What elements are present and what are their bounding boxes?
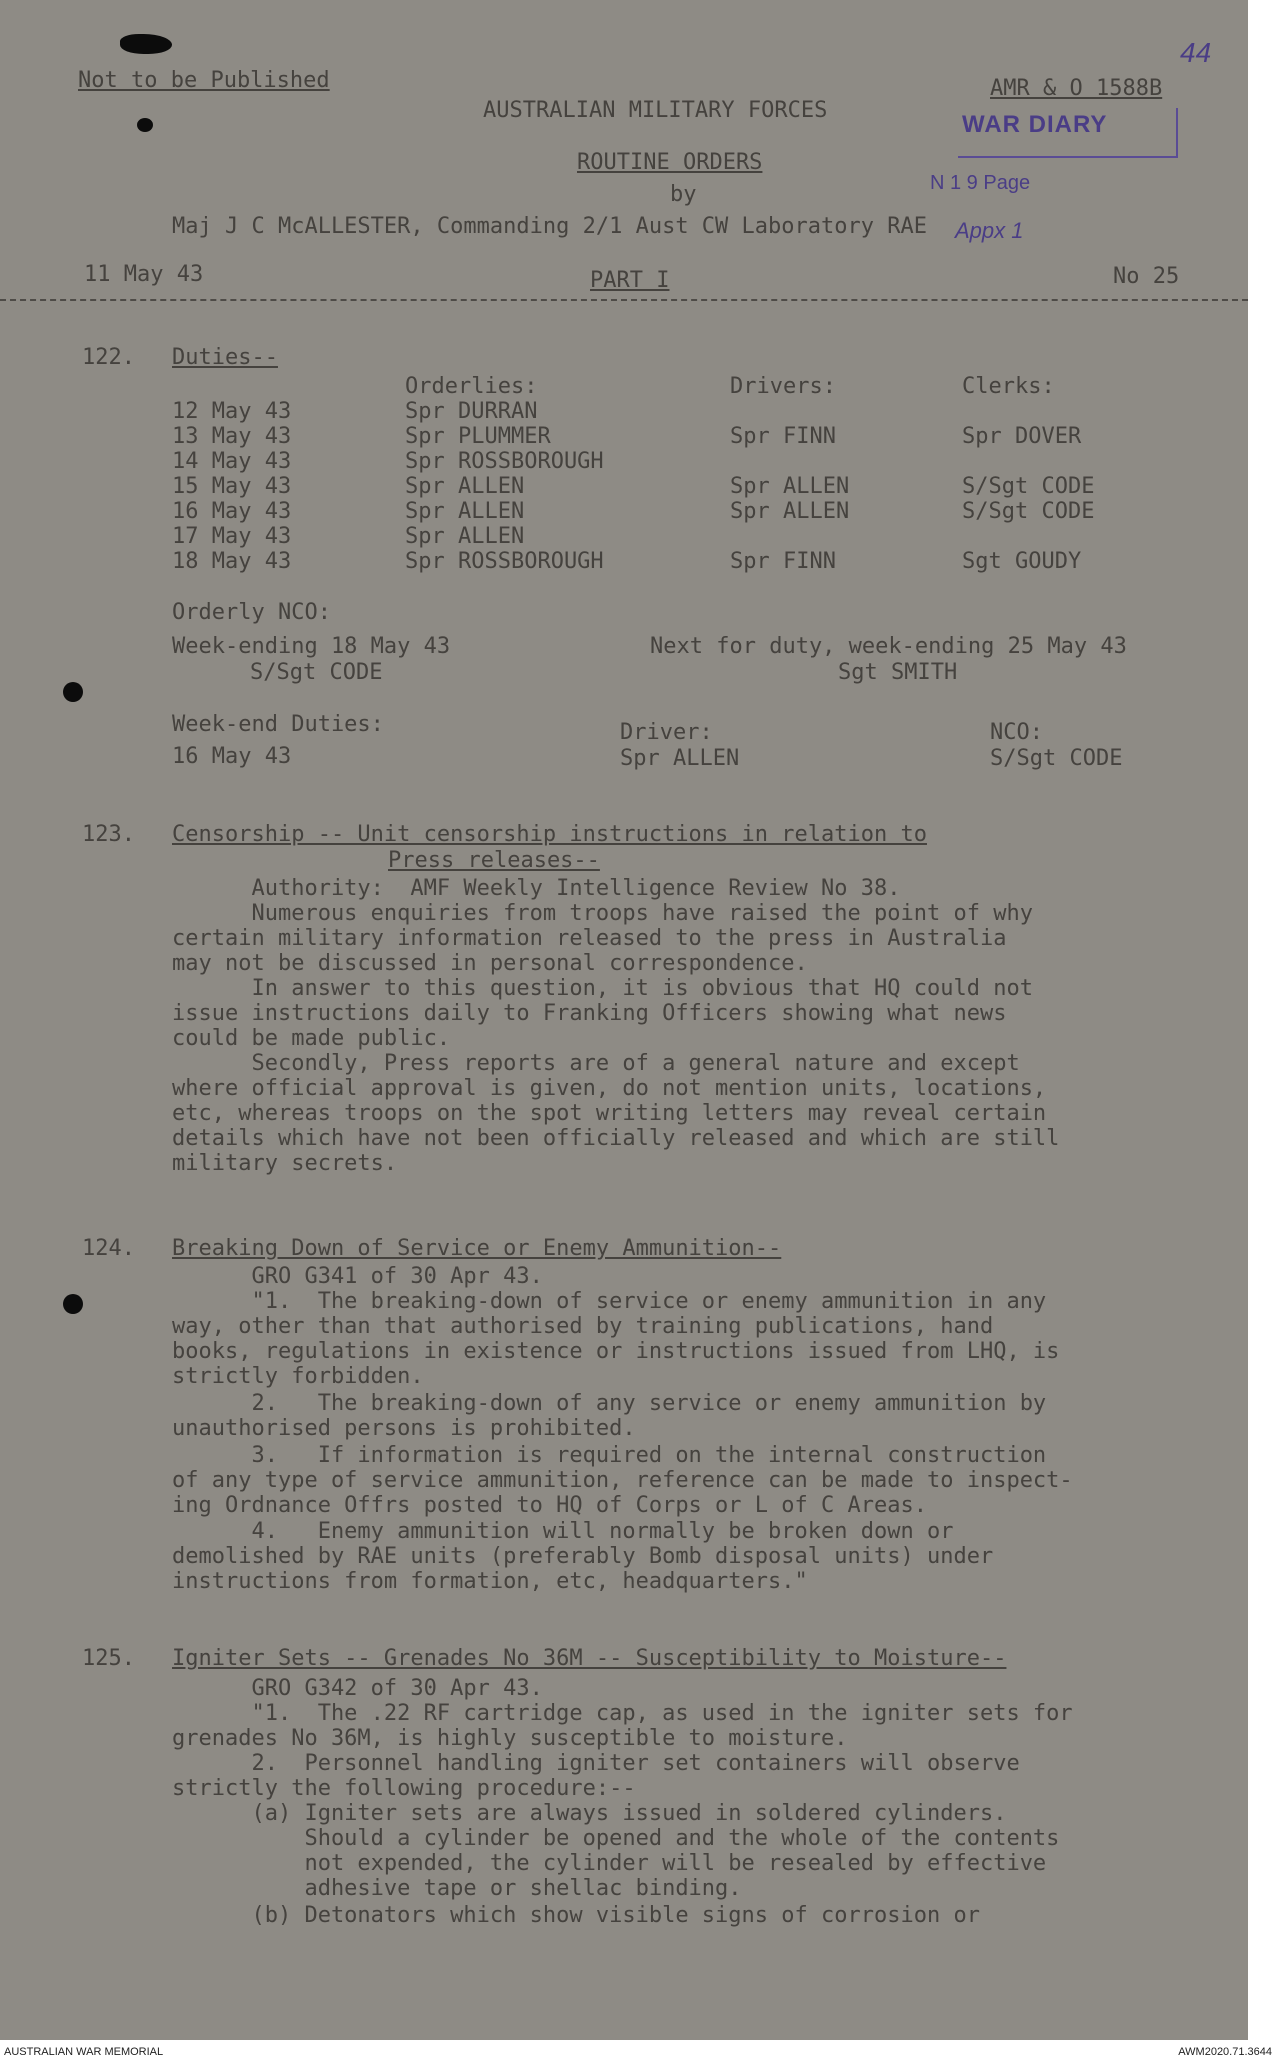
duty-orderly: Spr ALLEN — [405, 474, 525, 499]
footer-reference: AWM2020.71.3644 — [1178, 2046, 1272, 2058]
body-line: (b) Detonators which show visible signs of corrosion or — [172, 1903, 980, 1928]
duty-driver: Spr ALLEN — [730, 474, 850, 499]
duty-row — [0, 399, 1248, 425]
week-ending-nco: S/Sgt CODE — [250, 660, 383, 685]
punch-hole-small — [137, 118, 153, 132]
next-duty-line: Next for duty, week-ending 25 May 43 — [650, 634, 1127, 659]
body-line: (a) Igniter sets are always issued in soldered cylinders. — [172, 1801, 1007, 1826]
body-line: Authority: AMF Weekly Intelligence Review No 38. — [172, 876, 901, 901]
page-number: 44 — [1180, 37, 1212, 68]
weekend-duties-label: Week-end Duties: — [172, 712, 384, 737]
organisation-heading: AUSTRALIAN MILITARY FORCES — [483, 98, 828, 123]
censorship-heading: Censorship -- Unit censorship instructions in relation to — [172, 822, 927, 847]
body-line: instructions from formation, etc, headquarters." — [172, 1569, 808, 1594]
punch-hole-middle — [63, 682, 83, 702]
order-number: No 25 — [1113, 264, 1180, 289]
body-line: adhesive tape or shellac binding. — [172, 1876, 742, 1901]
document-reference: AMR & O 1588B — [990, 76, 1163, 101]
appendix-mark: Appx 1 — [955, 218, 1024, 243]
body-line: 3. If information is required on the internal construction — [172, 1443, 1047, 1468]
body-line: not expended, the cylinder will be resealed by effective — [172, 1851, 1047, 1876]
body-line: details which have not been officially released and which are still — [172, 1126, 1060, 1151]
body-line: certain military information released to the press in Australia — [172, 926, 1007, 951]
paragraph-number-125: 125. — [82, 1646, 135, 1671]
war-diary-stamp: WAR DIARY — [962, 111, 1108, 138]
next-duty-nco: Sgt SMITH — [838, 660, 958, 685]
body-line: Should a cylinder be opened and the whole of the contents — [172, 1826, 1060, 1851]
censorship-heading-line-2: Press releases-- — [388, 848, 600, 873]
body-line: "1. The .22 RF cartridge cap, as used in the igniter sets for — [172, 1701, 1073, 1726]
header-rule — [0, 299, 1248, 301]
page-stamp: N 1 9 Page — [930, 172, 1031, 194]
duty-orderly: Spr PLUMMER — [405, 424, 551, 449]
document-title: ROUTINE ORDERS — [577, 150, 763, 175]
body-line: 2. Personnel handling igniter set containers will observe — [172, 1751, 1020, 1776]
body-line: Numerous enquiries from troops have raised the point of why — [172, 901, 1033, 926]
duty-row — [0, 424, 1248, 450]
body-line: unauthorised persons is prohibited. — [172, 1416, 636, 1441]
duty-date: 12 May 43 — [172, 399, 292, 424]
duty-row — [0, 499, 1248, 525]
body-line: GRO G341 of 30 Apr 43. — [172, 1264, 543, 1289]
not-published-label: Not to be Published — [78, 68, 330, 93]
ammunition-heading: Breaking Down of Service or Enemy Ammunition-- — [172, 1236, 782, 1261]
clerks-column-header: Clerks: — [962, 374, 1055, 399]
body-line: Secondly, Press reports are of a general nature and except — [172, 1051, 1020, 1076]
order-date: 11 May 43 — [84, 262, 204, 287]
weekend-driver: Spr ALLEN — [620, 746, 740, 771]
paragraph-number-122: 122. — [82, 345, 135, 370]
by-label: by — [670, 182, 697, 207]
weekend-date: 16 May 43 — [172, 744, 292, 769]
body-line: strictly the following procedure:-- — [172, 1776, 636, 1801]
weekend-nco-label: NCO: — [990, 720, 1043, 745]
body-line: 2. The breaking-down of any service or enemy ammunition by — [172, 1391, 1047, 1416]
body-line: of any type of service ammunition, reference can be made to inspect- — [172, 1468, 1073, 1493]
body-line: could be made public. — [172, 1026, 451, 1051]
duty-date: 13 May 43 — [172, 424, 292, 449]
duty-orderly: Spr ROSSBOROUGH — [405, 549, 604, 574]
duty-driver: Spr FINN — [730, 424, 836, 449]
duty-clerk: S/Sgt CODE — [962, 499, 1095, 524]
punch-hole-top — [120, 34, 172, 54]
weekend-driver-label: Driver: — [620, 720, 713, 745]
drivers-column-header: Drivers: — [730, 374, 836, 399]
punch-hole-lower — [63, 1294, 83, 1314]
body-line: ing Ordnance Offrs posted to HQ of Corps or L of C Areas. — [172, 1493, 927, 1518]
duty-date: 15 May 43 — [172, 474, 292, 499]
weekend-nco: S/Sgt CODE — [990, 746, 1123, 771]
duty-row — [0, 449, 1248, 475]
body-line: may not be discussed in personal correspondence. — [172, 951, 808, 976]
igniter-heading: Igniter Sets -- Grenades No 36M -- Susceptibility to Moisture-- — [172, 1646, 1007, 1671]
body-line: way, other than that authorised by training publications, hand — [172, 1314, 994, 1339]
duty-clerk: S/Sgt CODE — [962, 474, 1095, 499]
duty-orderly: Spr ROSSBOROUGH — [405, 449, 604, 474]
orderlies-column-header: Orderlies: — [405, 374, 538, 399]
body-line: GRO G342 of 30 Apr 43. — [172, 1676, 543, 1701]
body-line: grenades No 36M, is highly susceptible to moisture. — [172, 1726, 848, 1751]
body-line: strictly forbidden. — [172, 1364, 424, 1389]
duty-date: 14 May 43 — [172, 449, 292, 474]
commander-line: Maj J C McALLESTER, Commanding 2/1 Aust CW Laboratory RAE — [172, 214, 927, 239]
duty-driver: Spr FINN — [730, 549, 836, 574]
orderly-nco-label: Orderly NCO: — [172, 600, 331, 625]
week-ending-line: Week-ending 18 May 43 — [172, 634, 451, 659]
body-line: "1. The breaking-down of service or enemy ammunition in any — [172, 1289, 1047, 1314]
duty-orderly: Spr ALLEN — [405, 499, 525, 524]
duty-orderly: Spr ALLEN — [405, 524, 525, 549]
body-line: etc, whereas troops on the spot writing letters may reveal certain — [172, 1101, 1047, 1126]
body-line: military secrets. — [172, 1151, 398, 1176]
duty-row — [0, 524, 1248, 550]
duty-date: 16 May 43 — [172, 499, 292, 524]
duties-heading: Duties-- — [172, 345, 278, 370]
body-line: 4. Enemy ammunition will normally be broken down or — [172, 1519, 954, 1544]
body-line: where official approval is given, do not mention units, locations, — [172, 1076, 1047, 1101]
duty-row — [0, 474, 1248, 500]
paragraph-number-123: 123. — [82, 822, 135, 847]
paragraph-number-124: 124. — [82, 1236, 135, 1261]
part-label: PART I — [590, 268, 670, 293]
duty-date: 18 May 43 — [172, 549, 292, 574]
body-line: issue instructions daily to Franking Officers showing what news — [172, 1001, 1007, 1026]
footer-credit: AUSTRALIAN WAR MEMORIAL — [4, 2046, 164, 2058]
body-line: In answer to this question, it is obvious that HQ could not — [172, 976, 1033, 1001]
duty-driver: Spr ALLEN — [730, 499, 850, 524]
duty-date: 17 May 43 — [172, 524, 292, 549]
duty-clerk: Sgt GOUDY — [962, 549, 1082, 574]
duty-row — [0, 549, 1248, 575]
duty-clerk: Spr DOVER — [962, 424, 1082, 449]
duty-orderly: Spr DURRAN — [405, 399, 538, 424]
body-line: books, regulations in existence or instructions issued from LHQ, is — [172, 1339, 1060, 1364]
body-line: demolished by RAE units (preferably Bomb disposal units) under — [172, 1544, 994, 1569]
